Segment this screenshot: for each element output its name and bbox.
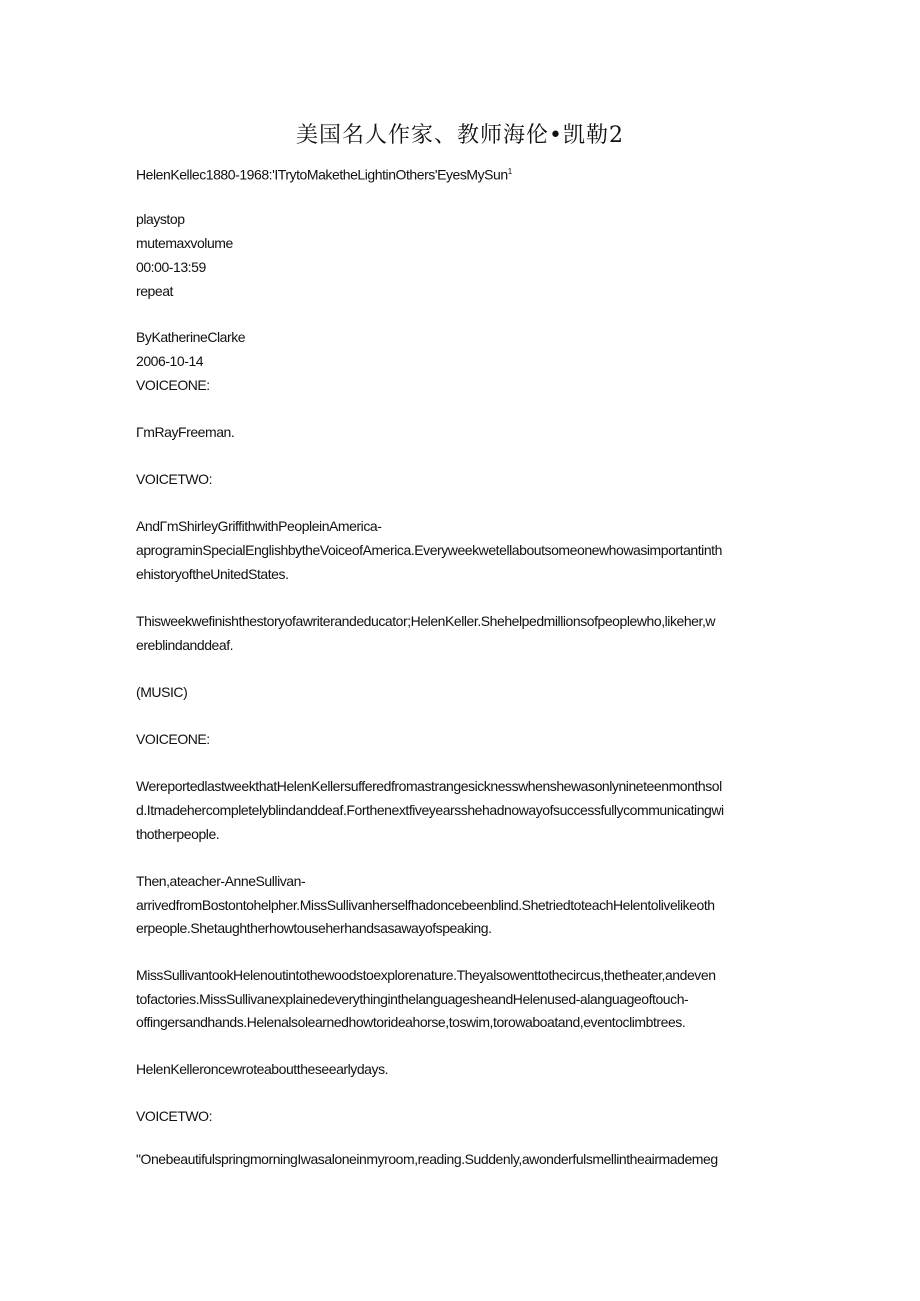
body-line: ehistoryoftheUnitedStates. (136, 566, 289, 582)
body-line: tofactories.MissSullivanexplainedeverythinginthelanguagesheandHelenused-alanguageoftouch- (136, 991, 689, 1007)
document-subtitle (136, 163, 786, 184)
body-line: VOICEONE: (136, 377, 210, 393)
player-time-range: 00:00-13:59 (136, 259, 206, 275)
body-line: HelenKelleroncewroteabouttheseearlydays. (136, 1061, 389, 1077)
body-line: d.Itmadehercompletelyblindanddeaf.Forthenextfiveyearsshehadnowayofsuccessfullycommunicatingwi (136, 802, 724, 818)
body-line: aprograminSpecialEnglishbytheVoiceofAmerica.Everyweekwetellaboutsomeonewhowasimportantinth (136, 542, 722, 558)
body-line: VOICEONE: (136, 731, 210, 747)
body-line: erpeople.Shetaughtherhowtouseherhandsasawayofspeaking. (136, 920, 492, 936)
body-line: Then,ateacher-AnneSullivan- (136, 873, 306, 889)
body-line: VOICETWO: (136, 471, 213, 487)
date: 2006-10-14 (136, 353, 204, 369)
player-play-stop: playstop (136, 211, 185, 227)
body-line: ereblindanddeaf. (136, 637, 234, 653)
body-line: offingersandhands.Helenalsolearnedhowtorideahorse,toswim,torowaboatand,eventoclimbtrees. (136, 1014, 686, 1030)
body-line: (MUSIC) (136, 684, 188, 700)
body-line: "OnebeautifulspringmorningIwasaloneinmyroom,reading.Suddenly,awonderfulsmellintheairmademeg (136, 1151, 718, 1167)
subtitle-text: HelenKellec1880-1968:'ITrytoMaketheLightinOthers'EyesMySun (136, 166, 508, 183)
subtitle-superscript: 1 (507, 167, 512, 176)
body-line: VOICETWO: (136, 1108, 213, 1124)
body-line: WereportedlastweekthatHelenKellersufferedfromastrangesicknesswhenshewasonlynineteenmonthsol (136, 778, 722, 794)
body-line: arrivedfromBostontohelpher.MissSullivanherselfhadoncebeenblind.ShetriedtoteachHelentolivelikeoth (136, 897, 715, 913)
byline: ByKatherineClarke (136, 329, 246, 345)
body-line: AndΓmShirleyGriffithwithPeopleinAmerica- (136, 518, 382, 534)
document-title: 美国名人作家、教师海伦•凯勒2 (296, 123, 624, 148)
body-line: thotherpeople. (136, 826, 220, 842)
player-repeat: repeat (136, 283, 173, 299)
player-mute-volume: mutemaxvolume (136, 235, 233, 251)
body-line: MissSullivantookHelenoutintothewoodstoexplorenature.Theyalsowenttothecircus,thetheater,andeven (136, 967, 716, 983)
body-line: ΓmRayFreeman. (136, 424, 235, 440)
body-line: Thisweekwefinishthestoryofawriterandeducator;HelenKeller.Shehelpedmillionsofpeoplewho,likeher,w (136, 613, 716, 629)
